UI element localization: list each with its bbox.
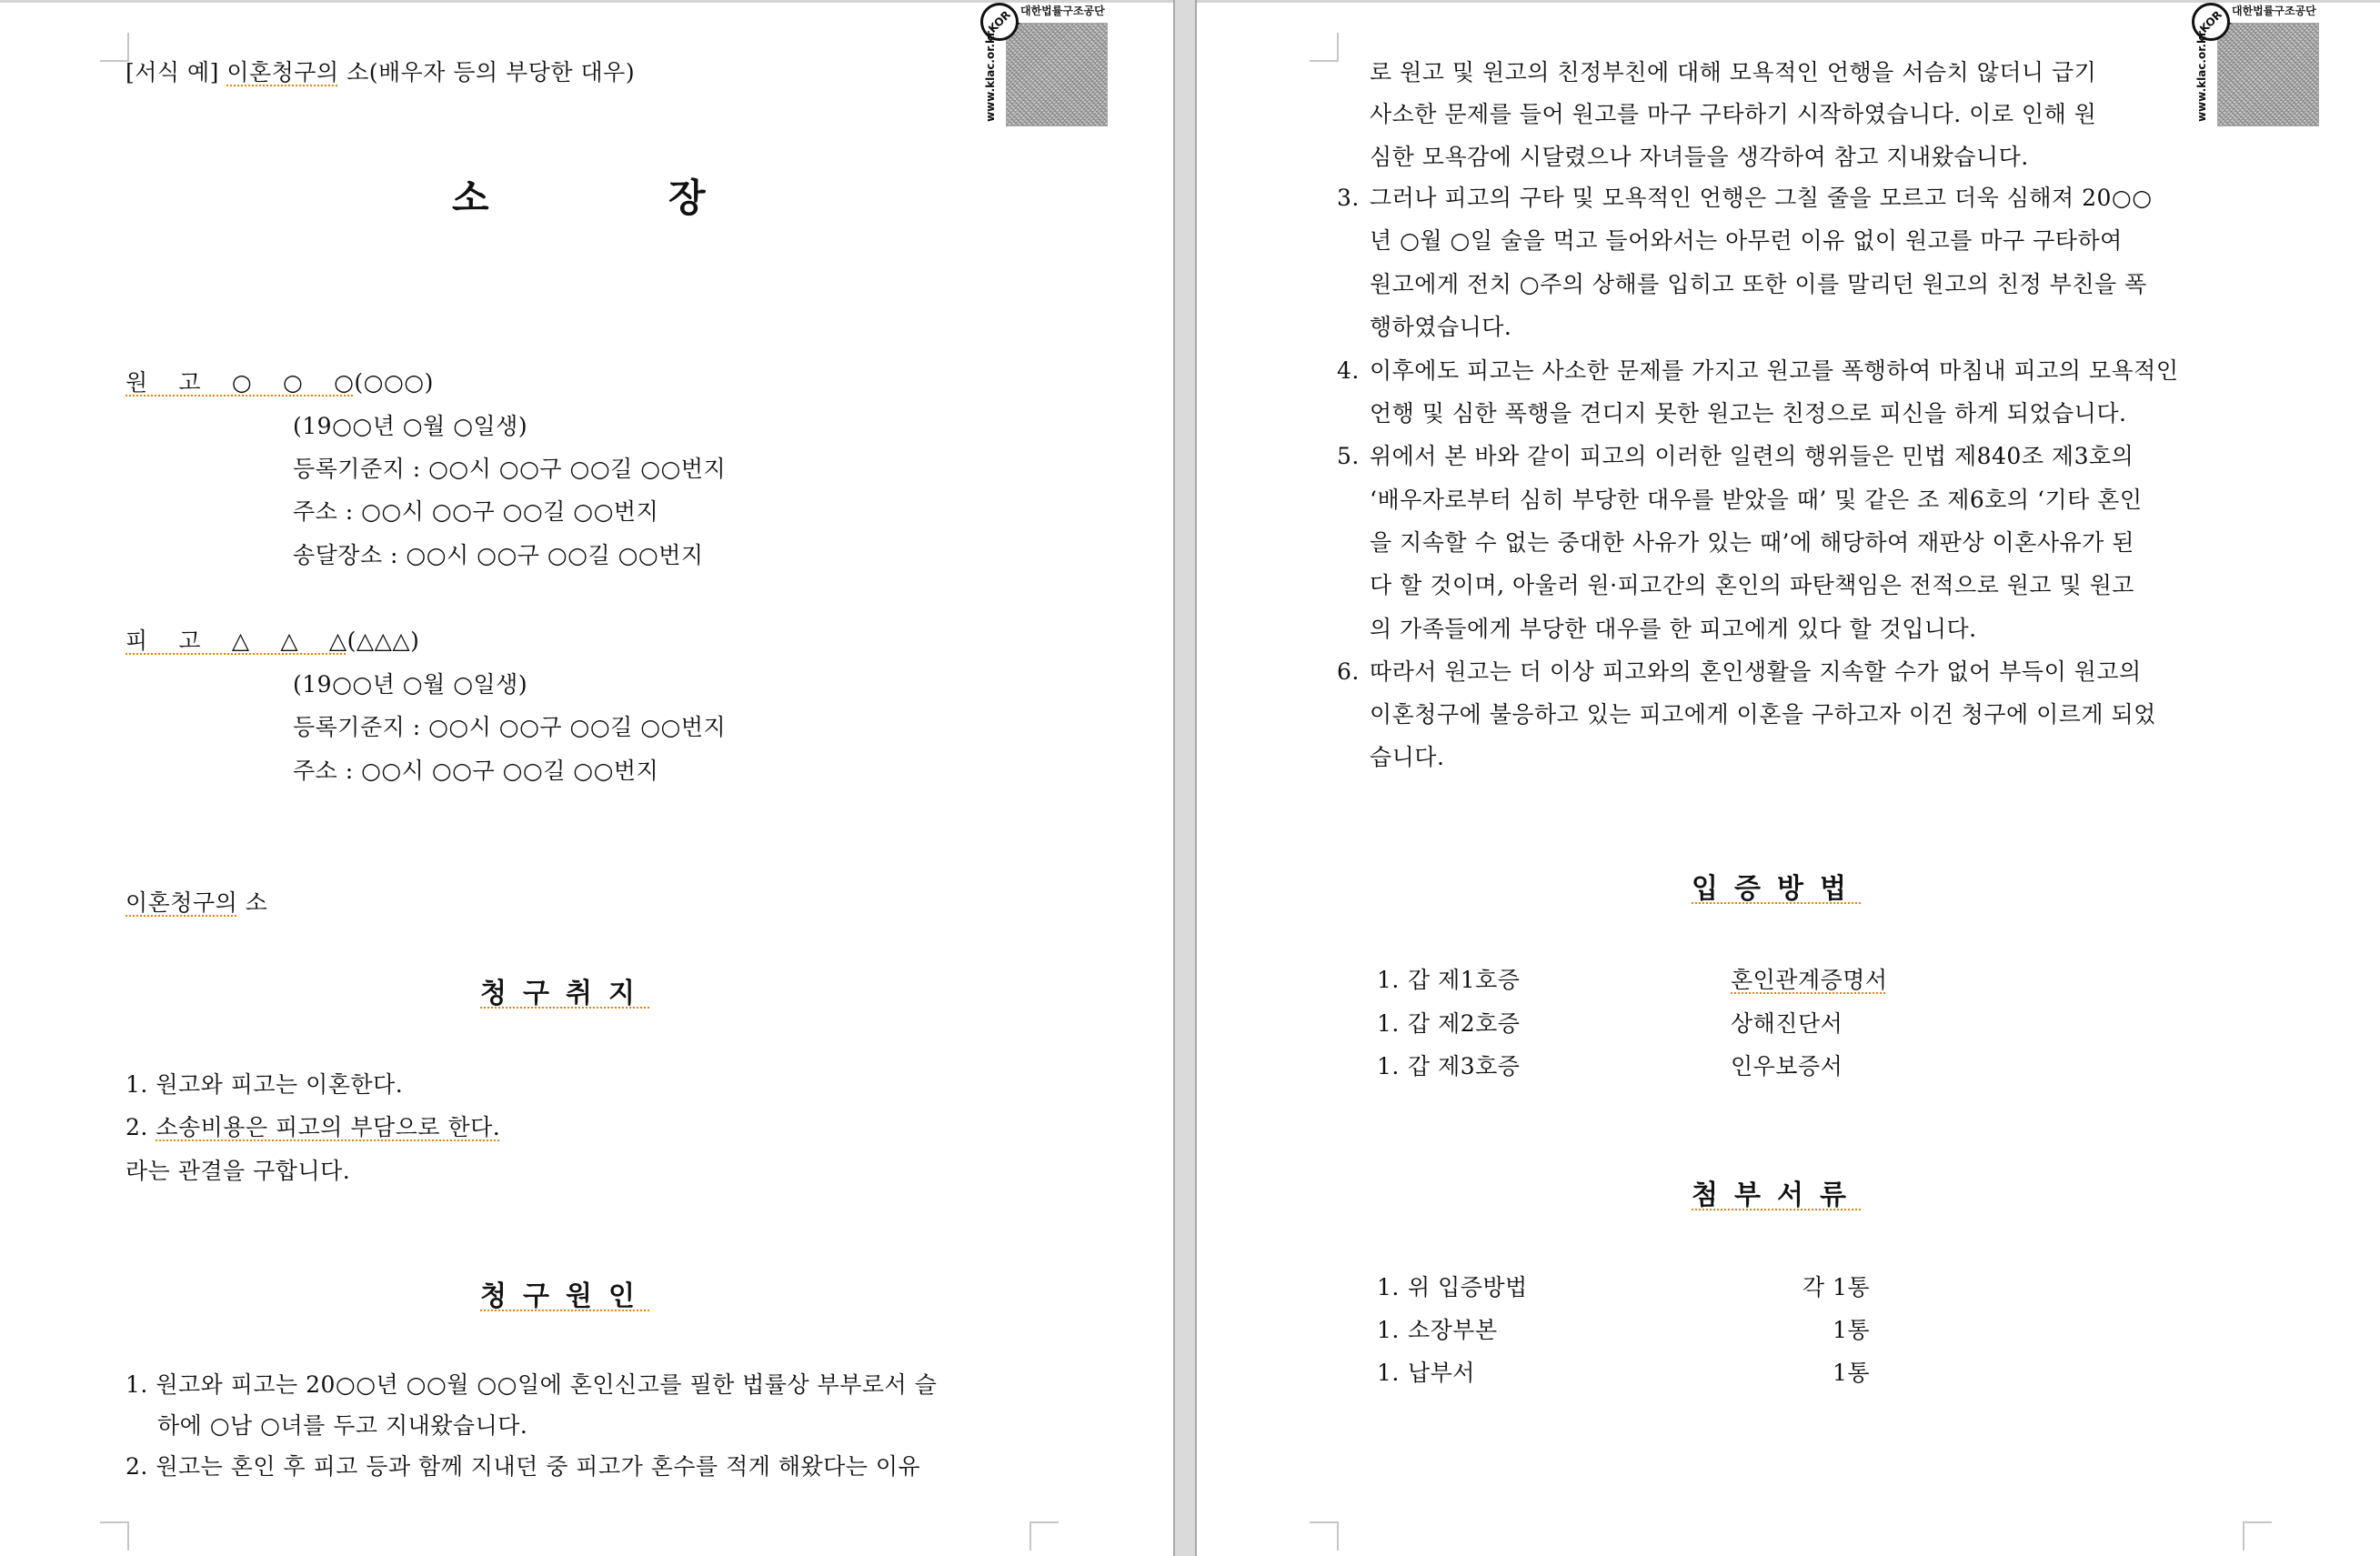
form-title-rest: 소(배우자 등의 부당한 대우) (338, 59, 636, 85)
plaintiff-block (126, 369, 434, 397)
cause-item-3-line-3: 원고에게 전치 ○주의 상해를 입히고 또한 이를 말리던 원고의 친정 부친을 폭 (1370, 271, 2147, 297)
cause-item-5-line-2: ‘배우자로부터 심히 부당한 대우를 받았을 때’ 및 같은 조 제6호의 ‘기타 혼인 (1370, 487, 2143, 513)
evidence-item-1-label: 갑 제1호증 (1408, 967, 1521, 993)
document-page-2[interactable] (1197, 3, 2380, 1556)
cause-item-3-line-4: 행하였습니다. (1370, 314, 1512, 340)
evidence-item-1-doc: 혼인관계증명서 (1731, 967, 1888, 993)
page-corner-mark-bottom-right (2243, 1521, 2272, 1551)
qr-code-icon (1006, 23, 1108, 126)
qr-code-icon (2217, 23, 2319, 126)
cause-item-3-number: 3. (1337, 185, 1360, 211)
page-gutter (1173, 0, 1197, 1556)
cause-text: 원고와 피고는 20○○년 ○○월 ○○일에 혼인신고를 필한 법률상 부부로서 슬 (156, 1371, 938, 1398)
cause-item-3-line-1: 그러나 피고의 구타 및 모욕적인 언행은 그칠 줄을 모르고 더욱 심해져 20○○ (1370, 185, 2153, 211)
form-title (126, 59, 635, 86)
cause-item-2-cont-line-3: 심한 모욕감에 시달렸으나 자녀들을 생각하여 참고 지내왔습니다. (1370, 144, 2029, 170)
defendant-block (126, 627, 419, 655)
cause-item-1-line-2: 하에 ○남 ○녀를 두고 지내왔습니다. (157, 1412, 528, 1439)
klac-logo (980, 3, 1108, 125)
cause-item-4-line-1: 이후에도 피고는 사소한 문제를 가지고 원고를 폭행하여 마침내 피고의 모욕적인 (1370, 357, 2179, 384)
defendant-address: 주소 : ○○시 ○○구 ○○길 ○○번지 (293, 758, 659, 784)
plaintiff-address: 주소 : ○○시 ○○구 ○○길 ○○번지 (293, 498, 659, 525)
cause-text: 원고는 혼인 후 피고 등과 함께 지내던 중 피고가 혼수를 적게 해왔다는 이유 (156, 1453, 921, 1480)
claim-cause-heading: 청구원인 (480, 1280, 651, 1312)
defendant-name-suffix: (△△△) (346, 627, 420, 654)
logo-url: www.klac.or.kr (984, 31, 997, 122)
plaintiff-label: 원 고 ○ ○ ○ (126, 369, 355, 396)
plaintiff-name-suffix: (○○○) (354, 369, 434, 396)
cause-item-2-cont-line-1: 로 원고 및 원고의 친정부친에 대해 모욕적인 언행을 서슴치 않더니 급기 (1370, 59, 2097, 85)
evidence-item-2-number: 1. (1377, 1010, 1400, 1037)
claim-purpose-heading: 청구취지 (480, 978, 651, 1009)
page-corner-mark-top-left (1310, 33, 1339, 62)
defendant-registry: 등록기준지 : ○○시 ○○구 ○○길 ○○번지 (293, 714, 727, 740)
claim-closing: 라는 관결을 구합니다. (126, 1158, 351, 1184)
claim-number: 2. (126, 1114, 148, 1140)
cause-item-6-number: 6. (1337, 658, 1360, 685)
form-label: [서식 예] (126, 59, 219, 85)
page-corner-mark-top-left (100, 33, 129, 62)
document-page-1[interactable] (0, 3, 1173, 1556)
page-corner-mark-bottom-left (100, 1521, 129, 1551)
case-name (126, 889, 267, 917)
kor-badge-icon: KOR (972, 3, 1026, 49)
plaintiff-delivery-address: 송달장소 : ○○시 ○○구 ○○길 ○○번지 (293, 542, 704, 568)
claim-number: 1. (126, 1071, 148, 1098)
klac-logo (2192, 3, 2319, 125)
cause-item-4-number: 4. (1337, 357, 1360, 384)
cause-item-5-line-1: 위에서 본 바와 같이 피고의 이러한 일련의 행위들은 민법 제840조 제3호의 (1370, 443, 2134, 469)
page-corner-mark-bottom-left (1310, 1521, 1339, 1551)
attachments-heading: 첨부서류 (1692, 1180, 1863, 1211)
claim-item-2 (126, 1114, 500, 1141)
attachment-item-2-count: 1통 (1832, 1317, 1870, 1343)
defendant-birth: (19○○년 ○월 ○일생) (293, 671, 528, 698)
evidence-item-1-number: 1. (1377, 967, 1400, 993)
attachment-item-3-number: 1. (1377, 1360, 1400, 1386)
cause-item-4-line-2: 언행 및 심한 폭행을 견디지 못한 원고는 친정으로 피신을 하게 되었습니다. (1370, 400, 2127, 427)
claim-text: 원고와 피고는 이혼한다. (156, 1071, 404, 1098)
page-corner-mark-bottom-right (1029, 1521, 1059, 1551)
logo-org-name: 대한법률구조공단 (1020, 5, 1105, 17)
attachment-item-1-number: 1. (1377, 1274, 1400, 1300)
cause-item-6-line-2: 이혼청구에 불응하고 있는 피고에게 이혼을 구하고자 이건 청구에 이르게 되었 (1370, 701, 2156, 728)
evidence-item-2-label: 갑 제2호증 (1408, 1010, 1521, 1037)
cause-item-1-line-1 (126, 1371, 937, 1399)
attachment-item-3-count: 1통 (1832, 1360, 1870, 1386)
logo-url: www.klac.or.kr (2195, 31, 2208, 122)
cause-number: 2. (126, 1453, 148, 1480)
doc-title-part-1: 소 (452, 176, 489, 220)
plaintiff-birth: (19○○년 ○월 ○일생) (293, 413, 528, 439)
evidence-item-3-label: 갑 제3호증 (1408, 1053, 1521, 1079)
cause-item-2-cont-line-2: 사소한 문제를 들어 원고를 마구 구타하기 시작하였습니다. 이로 인해 원 (1370, 101, 2097, 127)
form-title-underlined: 이혼청구의 (226, 59, 339, 85)
attachment-item-1-label: 위 입증방법 (1408, 1274, 1528, 1300)
attachment-item-2-label: 소장부본 (1408, 1317, 1498, 1343)
claim-item-1 (126, 1071, 403, 1099)
logo-org-name: 대한법률구조공단 (2232, 5, 2316, 17)
cause-item-3-line-2: 년 ○월 ○일 술을 먹고 들어와서는 아무런 이유 없이 원고를 마구 구타하여 (1370, 227, 2123, 254)
cause-item-5-line-4: 다 할 것이며, 아울러 원·피고간의 혼인의 파탄책임은 전적으로 원고 및 원고 (1370, 572, 2134, 598)
evidence-item-2-doc: 상해진단서 (1731, 1010, 1843, 1037)
evidence-heading: 입증방법 (1692, 873, 1863, 905)
attachment-item-3-label: 납부서 (1408, 1360, 1475, 1386)
claim-text: 소송비용은 피고의 부담으로 한다. (156, 1114, 501, 1140)
cause-item-6-line-3: 습니다. (1370, 744, 1445, 770)
case-name-rest: 소 (237, 889, 268, 916)
cause-item-5-number: 5. (1337, 443, 1360, 469)
attachment-item-2-number: 1. (1377, 1317, 1400, 1343)
cause-item-6-line-1: 따라서 원고는 더 이상 피고와의 혼인생활을 지속할 수가 없어 부득이 원고의 (1370, 658, 2142, 685)
defendant-label: 피 고 △ △ △ (126, 627, 347, 654)
attachment-item-1-count: 각 1통 (1802, 1274, 1870, 1300)
cause-item-5-line-5: 의 가족들에게 부당한 대우를 한 피고에게 있다 할 것입니다. (1370, 616, 1977, 642)
cause-number: 1. (126, 1371, 148, 1398)
kor-badge-icon: KOR (2184, 3, 2237, 49)
evidence-item-3-number: 1. (1377, 1053, 1400, 1079)
cause-item-2-line-1 (126, 1453, 920, 1481)
evidence-item-3-doc: 인우보증서 (1731, 1053, 1843, 1079)
cause-item-5-line-3: 을 지속할 수 없는 중대한 사유가 있는 때’에 해당하여 재판상 이혼사유가 된 (1370, 529, 2134, 556)
case-name-underlined: 이혼청구의 (126, 889, 238, 916)
doc-title-part-2: 장 (668, 176, 706, 220)
plaintiff-registry: 등록기준지 : ○○시 ○○구 ○○길 ○○번지 (293, 456, 727, 482)
